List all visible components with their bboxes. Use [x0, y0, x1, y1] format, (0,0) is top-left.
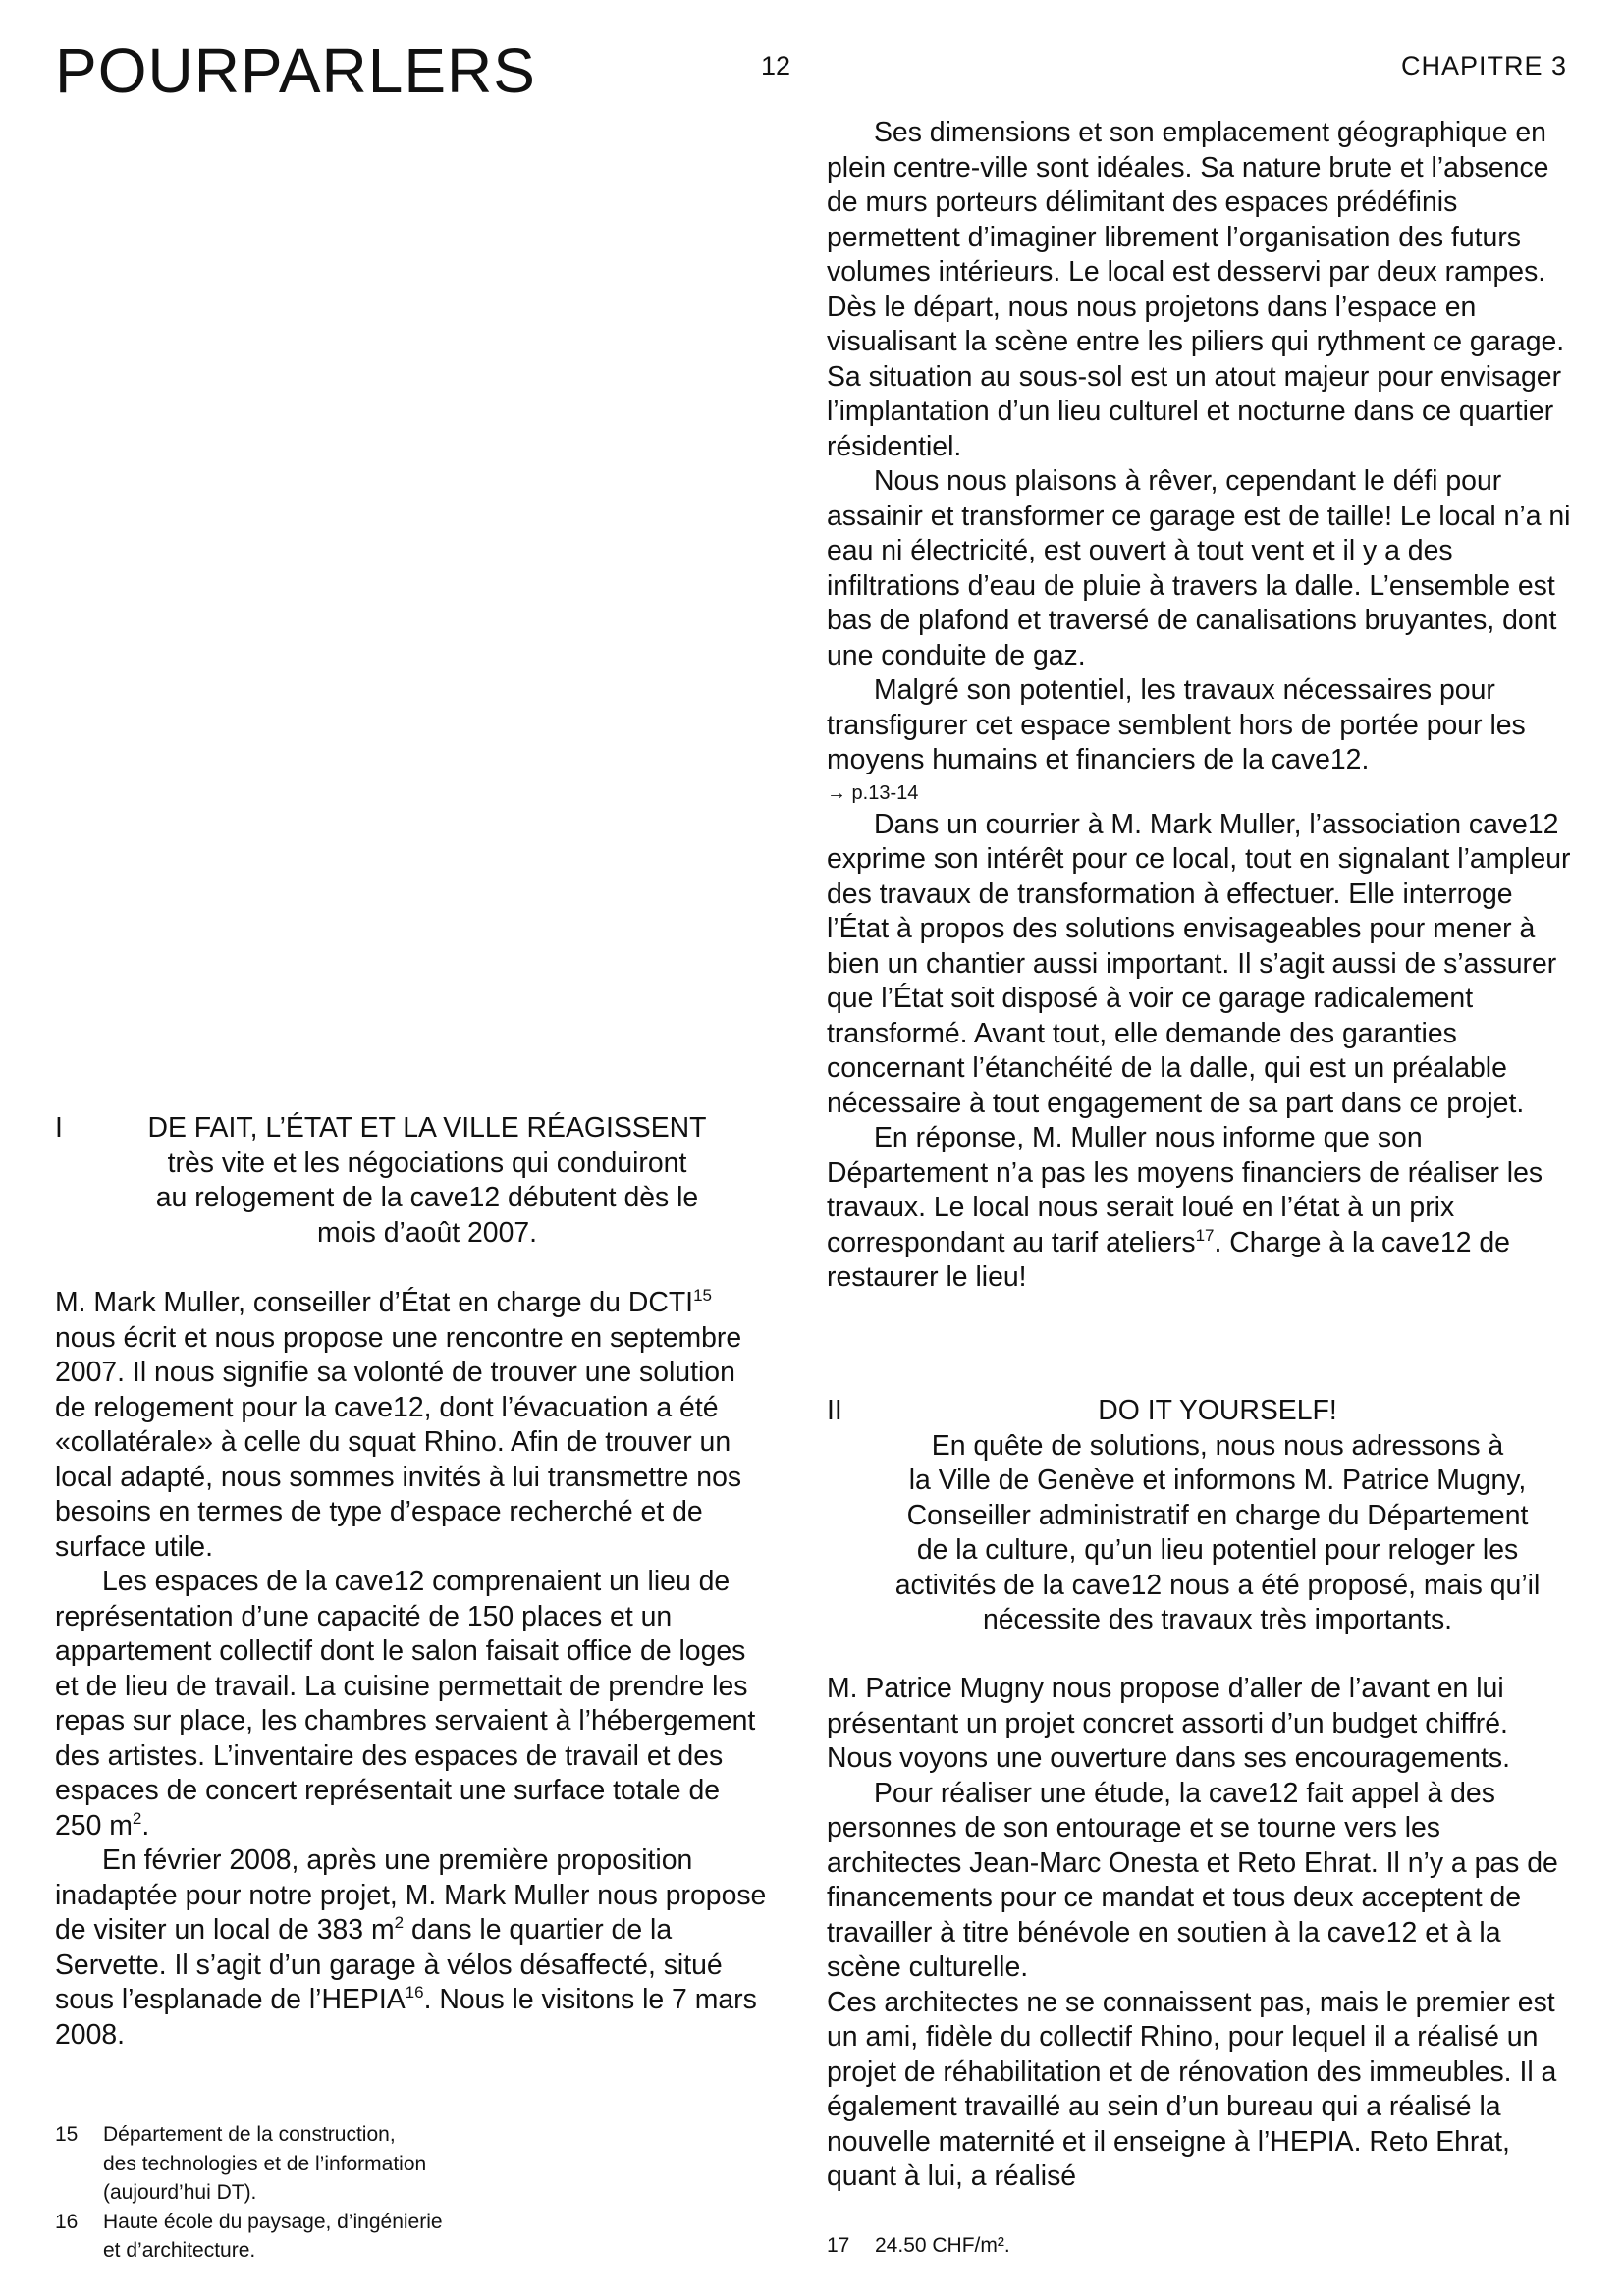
- paragraph: M. Mark Muller, conseiller d’État en charge du DCTI$^{15}$ nous écrit et nous propose une rencontre en septembre 2007. Il nous signifie sa volonté de trouver une solution de relogement pour la cave12, dont l’évacuation a été «collatérale» à celle du squat Rhino. Afin de trouver un local adapté, nous sommes invités à lui transmettre nos besoins en termes de type d’espace recherché et de surface utile.: [55, 1286, 742, 1563]
- section-lead-line: très vite et les négociations qui conduiront: [167, 1147, 687, 1179]
- footnote-ref[interactable]: 17: [1195, 1225, 1215, 1245]
- paragraph: Pour réaliser une étude, la cave12 fait appel à des personnes de son entourage et se tourne vers les architectes Jean-Marc Onesta et Reto Ehrat. Il n’y a pas de financements pour ce mandat et tous deux acceptent de travailler à titre bénévole en soutien à la cave12 et à la scène culturelle.: [827, 1777, 1558, 1983]
- section-title: DE FAIT, L’ÉTAT ET LA VILLE RÉAGISSENT: [147, 1112, 707, 1144]
- section-lead-line: la Ville de Genève et informons M. Patrice Mugny,: [908, 1465, 1527, 1496]
- right-column-body-2: [827, 1672, 1578, 2195]
- paragraph: Nous nous plaisons à rêver, cependant le défi pour assainir et transformer ce garage est de taille! Le local n’a ni eau ni électricité, est ouvert à tout vent et il y a des infiltrations d’eau de pluie à travers la dalle. L’ensemble est bas de plafond et traversé de canalisations bruyantes, dont une conduite de gaz.: [827, 465, 1571, 671]
- right-column-body: [827, 116, 1578, 1296]
- section-number: I: [55, 1112, 63, 1144]
- footnote: [55, 2120, 767, 2208]
- footnote-line: (aujourd’hui DT).: [103, 2181, 257, 2204]
- left-column-body: [55, 1286, 767, 2053]
- footnote: [55, 2208, 767, 2266]
- chapter-label: CHAPITRE 3: [1400, 51, 1567, 80]
- section-lead-line: Conseiller administratif en charge du Département: [906, 1499, 1529, 1531]
- paragraph: Dès le départ, nous nous projetons dans l’espace en visualisant la scène entre les piliers qui rythment ce garage. Sa situation au sous-sol est un atout majeur pour envisager l’implantation d’un lieu culturel et nocturne dans ce quartier résidentiel.: [827, 291, 1565, 462]
- section-heading: [108, 1111, 746, 1251]
- paragraph: Ses dimensions et son emplacement géographique en plein centre-ville sont idéales. Sa nature brute et l’absence de murs porteurs délimitant des espaces prédéfinis permettent d’imaginer librement l’organisation des futurs volumes intérieurs. Le local est desservi par deux rampes.: [827, 117, 1549, 288]
- section-lead-line: activités de la cave12 nous a été proposé, mais qu’il: [894, 1569, 1541, 1601]
- section-lead-line: au relogement de la cave12 débutent dès le: [155, 1182, 699, 1213]
- footnote-number: 15: [55, 2123, 79, 2146]
- paragraph: En février 2008, après une première proposition inadaptée pour notre projet, M. Mark Muller nous propose de visiter un local de 383 $m^2$ dans le quartier de la Servette. Il s’agit d’un garage à vélos désaffecté, situé sous l’esplanade de l’HEPIA$^{16}$. Nous le visitons le 7 mars 2008.: [55, 1844, 767, 2051]
- right-footnotes: [827, 2231, 1578, 2261]
- section-lead-line: mois d’août 2007.: [316, 1216, 538, 1249]
- paragraph: M. Patrice Mugny nous propose d’aller de l’avant en lui présentant un projet concret assorti d’un budget chiffré. Nous voyons une ouverture dans ses encouragements.: [827, 1673, 1510, 1774]
- footnote-text: 24.50 CHF/m².: [875, 2234, 1010, 2257]
- paragraph: Malgré son potentiel, les travaux nécessaires pour transfigurer cet espace semblent hors de portée pour les moyens humains et financiers de la cave12.: [827, 674, 1526, 775]
- section-number: II: [827, 1395, 842, 1426]
- left-footnotes: [55, 2120, 767, 2266]
- page-number: 12: [761, 51, 791, 80]
- section-lead-line: nécessite des travaux très importants.: [982, 1604, 1453, 1635]
- footnote-line: et d’architecture.: [103, 2239, 256, 2262]
- cross-reference-link[interactable]: → p.13-14: [827, 781, 919, 804]
- running-title: POURPARLERS: [55, 35, 536, 106]
- footnote-line: des technologies et de l’information: [103, 2152, 427, 2175]
- paragraph: Ces architectes ne se connaissent pas, mais le premier est un ami, fidèle du collectif Rhino, pour lequel il a réalisé un projet de réhabilitation et de rénovation des immeubles. Il a également travaillé au sein d’un bureau qui a réalisé la nouvelle maternité et il enseigne à l’HEPIA. Reto Ehrat, quant à lui, a réalisé: [827, 1986, 1557, 2192]
- paragraph: En réponse, M. Muller nous informe que son Département n’a pas les moyens financiers de réaliser les travaux. Le local nous serait loué en l’état à un prix correspondant au tarif ateliers$^{17}$. Charge à la cave12 de restaurer le lieu!: [827, 1122, 1543, 1293]
- footnote-line: Haute école du paysage, d’ingénierie: [103, 2210, 443, 2233]
- section-lead-line: de la culture, qu’un lieu potentiel pour reloger les: [916, 1534, 1519, 1566]
- section-heading: [864, 1394, 1571, 1638]
- section-title: DO IT YOURSELF!: [1098, 1395, 1337, 1426]
- footnote-ref[interactable]: 15: [693, 1286, 712, 1305]
- paragraph: Les espaces de la cave12 comprenaient un lieu de représentation d’une capacité de 150 places et un appartement collectif dont le salon faisait office de loges et de lieu de travail. La cuisine permettait de prendre les repas sur place, les chambres servaient à l’hébergement des artistes. L’inventaire des espaces de travail et des espaces de concert représentait une surface totale de 250 $m^2$.: [55, 1566, 756, 1842]
- paragraph: Dans un courrier à M. Mark Muller, l’association cave12 exprime son intérêt pour ce local, tout en signalant l’ampleur des travaux de transformation à effectuer. Elle interroge l’État à propos des solutions envisageables pour mener à bien un chantier aussi important. Il s’agit aussi de s’assurer que l’État soit disposé à voir ce garage radicalement transformé. Avant tout, elle demande des garanties concernant l’étanchéité de la dalle, qui est un préalable nécessaire à tout engagement de sa part dans ce projet.: [827, 808, 1571, 1119]
- footnote: [827, 2231, 1578, 2261]
- footnote-ref[interactable]: 16: [405, 1983, 424, 2002]
- section-lead-line: En quête de solutions, nous nous adressons à: [931, 1429, 1504, 1462]
- footnote-number: 17: [827, 2234, 850, 2257]
- footnote-line: Département de la construction,: [103, 2123, 396, 2146]
- footnote-number: 16: [55, 2210, 79, 2233]
